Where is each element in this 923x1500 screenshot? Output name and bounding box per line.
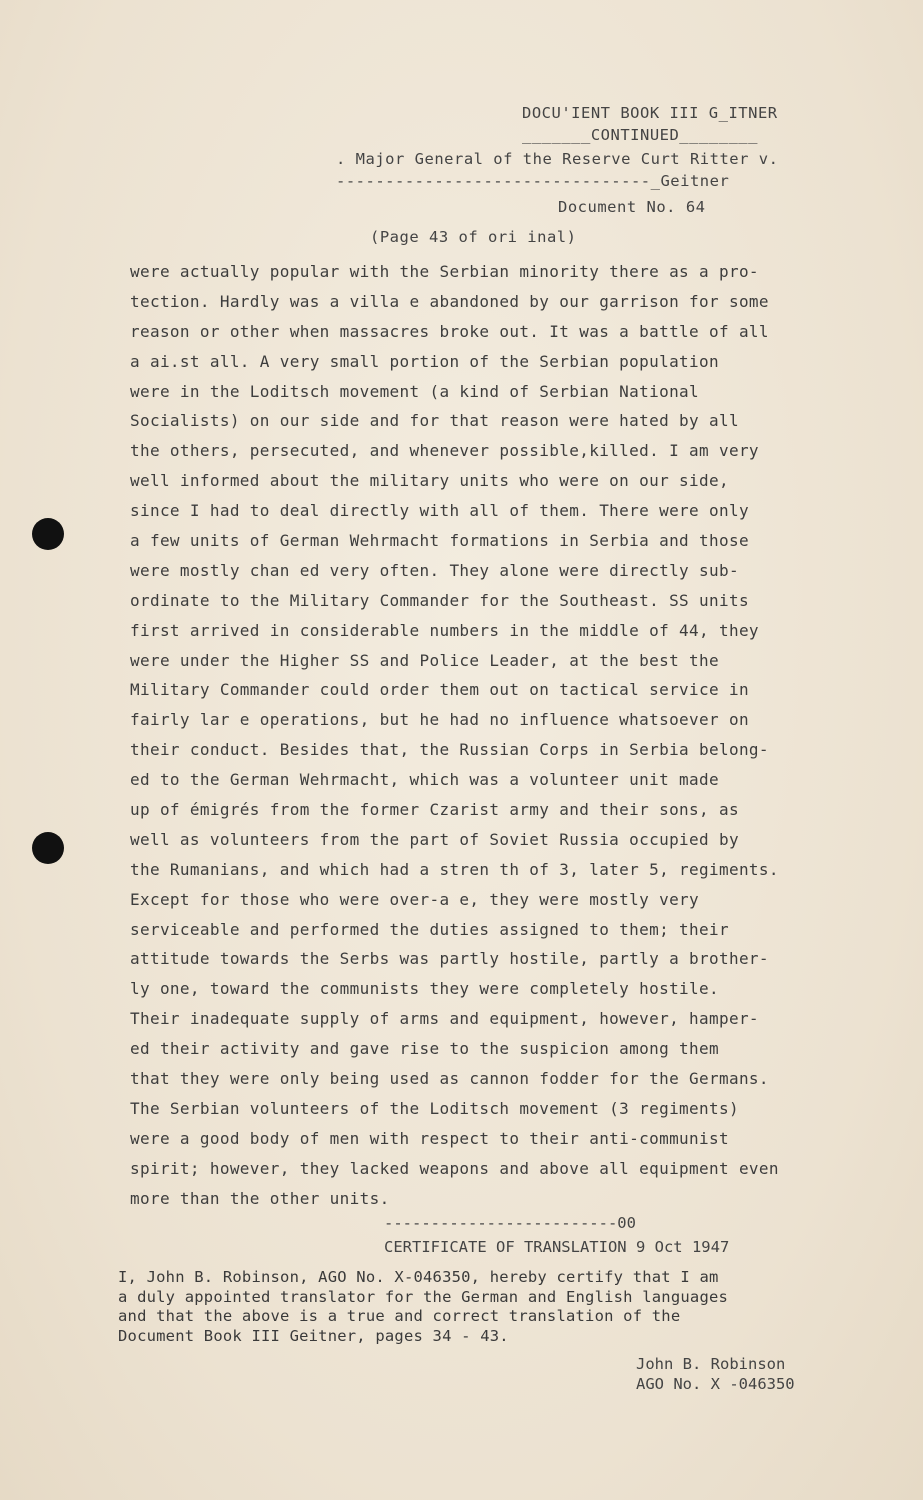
body-line: reason or other when massacres broke out. It was a battle of all bbox=[130, 321, 769, 341]
body-line: Socialists) on our side and for that reason were hated by all bbox=[130, 411, 739, 431]
body-line: more than the other units. bbox=[130, 1188, 390, 1208]
body-line: well as volunteers from the part of Soviet Russia occupied by bbox=[130, 829, 739, 849]
certificate-line: Document Book III Geitner, pages 34 - 43. bbox=[118, 1326, 509, 1345]
author-rank: . Major General of the Reserve Curt Ritter v. bbox=[336, 150, 779, 168]
body-line: attitude towards the Serbs was partly hostile, partly a brother- bbox=[130, 949, 769, 969]
body-line: the others, persecuted, and whenever possible,killed. I am very bbox=[130, 441, 759, 461]
body-line: their conduct. Besides that, the Russian Corps in Serbia belong- bbox=[130, 740, 769, 760]
document-number: Document No. 64 bbox=[558, 198, 706, 216]
body-line: were in the Loditsch movement (a kind of Serbian National bbox=[130, 381, 700, 401]
body-line: up of émigrés from the former Czarist army and their sons, as bbox=[130, 800, 739, 820]
body-line: The Serbian volunteers of the Loditsch movement (3 regiments) bbox=[130, 1098, 739, 1118]
continued-label: _______CONTINUED________ bbox=[522, 126, 758, 144]
body-line: serviceable and performed the duties assigned to them; their bbox=[130, 919, 729, 939]
page-reference: (Page 43 of ori inal) bbox=[370, 228, 577, 246]
punch-hole-top bbox=[32, 518, 64, 550]
body-line: first arrived in considerable numbers in the middle of 44, they bbox=[130, 620, 759, 640]
certificate-line: I, John B. Robinson, AGO No. X-046350, hereby certify that I am bbox=[118, 1268, 719, 1286]
signature-ago-number: AGO No. X -046350 bbox=[636, 1375, 795, 1393]
document-book-title: DOCU'IENT BOOK III G_ITNER bbox=[522, 104, 778, 122]
certificate-line: and that the above is a true and correct translation of the bbox=[118, 1307, 681, 1325]
body-line: ed to the German Wehrmacht, which was a volunteer unit made bbox=[130, 770, 719, 790]
certificate-separator: -------------------------00 bbox=[384, 1214, 636, 1232]
body-line: Except for those who were over-a e, they were mostly very bbox=[130, 889, 700, 909]
body-line: ordinate to the Military Commander for the Southeast. SS units bbox=[130, 590, 749, 610]
body-line: were actually popular with the Serbian minority there as a pro- bbox=[130, 262, 759, 281]
body-line: spirit; however, they lacked weapons and above all equipment even bbox=[130, 1158, 779, 1178]
body-line: were a good body of men with respect to their anti-communist bbox=[130, 1128, 729, 1148]
author-name-line: --------------------------------_Geitner bbox=[336, 172, 730, 190]
body-line: Military Commander could order them out on tactical service in bbox=[130, 680, 749, 700]
body-line: a few units of German Wehrmacht formations in Serbia and those bbox=[130, 531, 749, 551]
body-line: ly one, toward the communists they were completely hostile. bbox=[130, 979, 719, 999]
punch-hole-bottom bbox=[32, 832, 64, 864]
body-line: Their inadequate supply of arms and equipment, however, hamper- bbox=[130, 1009, 759, 1029]
body-paragraph bbox=[130, 257, 890, 1214]
certificate-title: CERTIFICATE OF TRANSLATION 9 Oct 1947 bbox=[384, 1238, 730, 1256]
body-line: ed their activity and gave rise to the suspicion among them bbox=[130, 1039, 719, 1059]
body-line: that they were only being used as cannon fodder for the Germans. bbox=[130, 1069, 769, 1089]
certificate-line: a duly appointed translator for the German and English languages bbox=[118, 1287, 729, 1306]
signature-name: John B. Robinson bbox=[636, 1355, 786, 1373]
body-line: were under the Higher SS and Police Leader, at the best the bbox=[130, 650, 719, 670]
body-line: well informed about the military units who were on our side, bbox=[130, 471, 729, 491]
body-line: the Rumanians, and which had a stren th of 3, later 5, regiments. bbox=[130, 859, 779, 879]
body-line: tection. Hardly was a villa e abandoned by our garrison for some bbox=[130, 291, 769, 311]
body-line: a ai.st all. A very small portion of the Serbian population bbox=[130, 351, 719, 371]
body-line: since I had to deal directly with all of them. There were only bbox=[130, 501, 749, 521]
body-line: were mostly chan ed very often. They alone were directly sub- bbox=[130, 560, 739, 580]
certificate-text bbox=[118, 1268, 888, 1346]
body-line: fairly lar e operations, but he had no influence whatsoever on bbox=[130, 710, 749, 730]
